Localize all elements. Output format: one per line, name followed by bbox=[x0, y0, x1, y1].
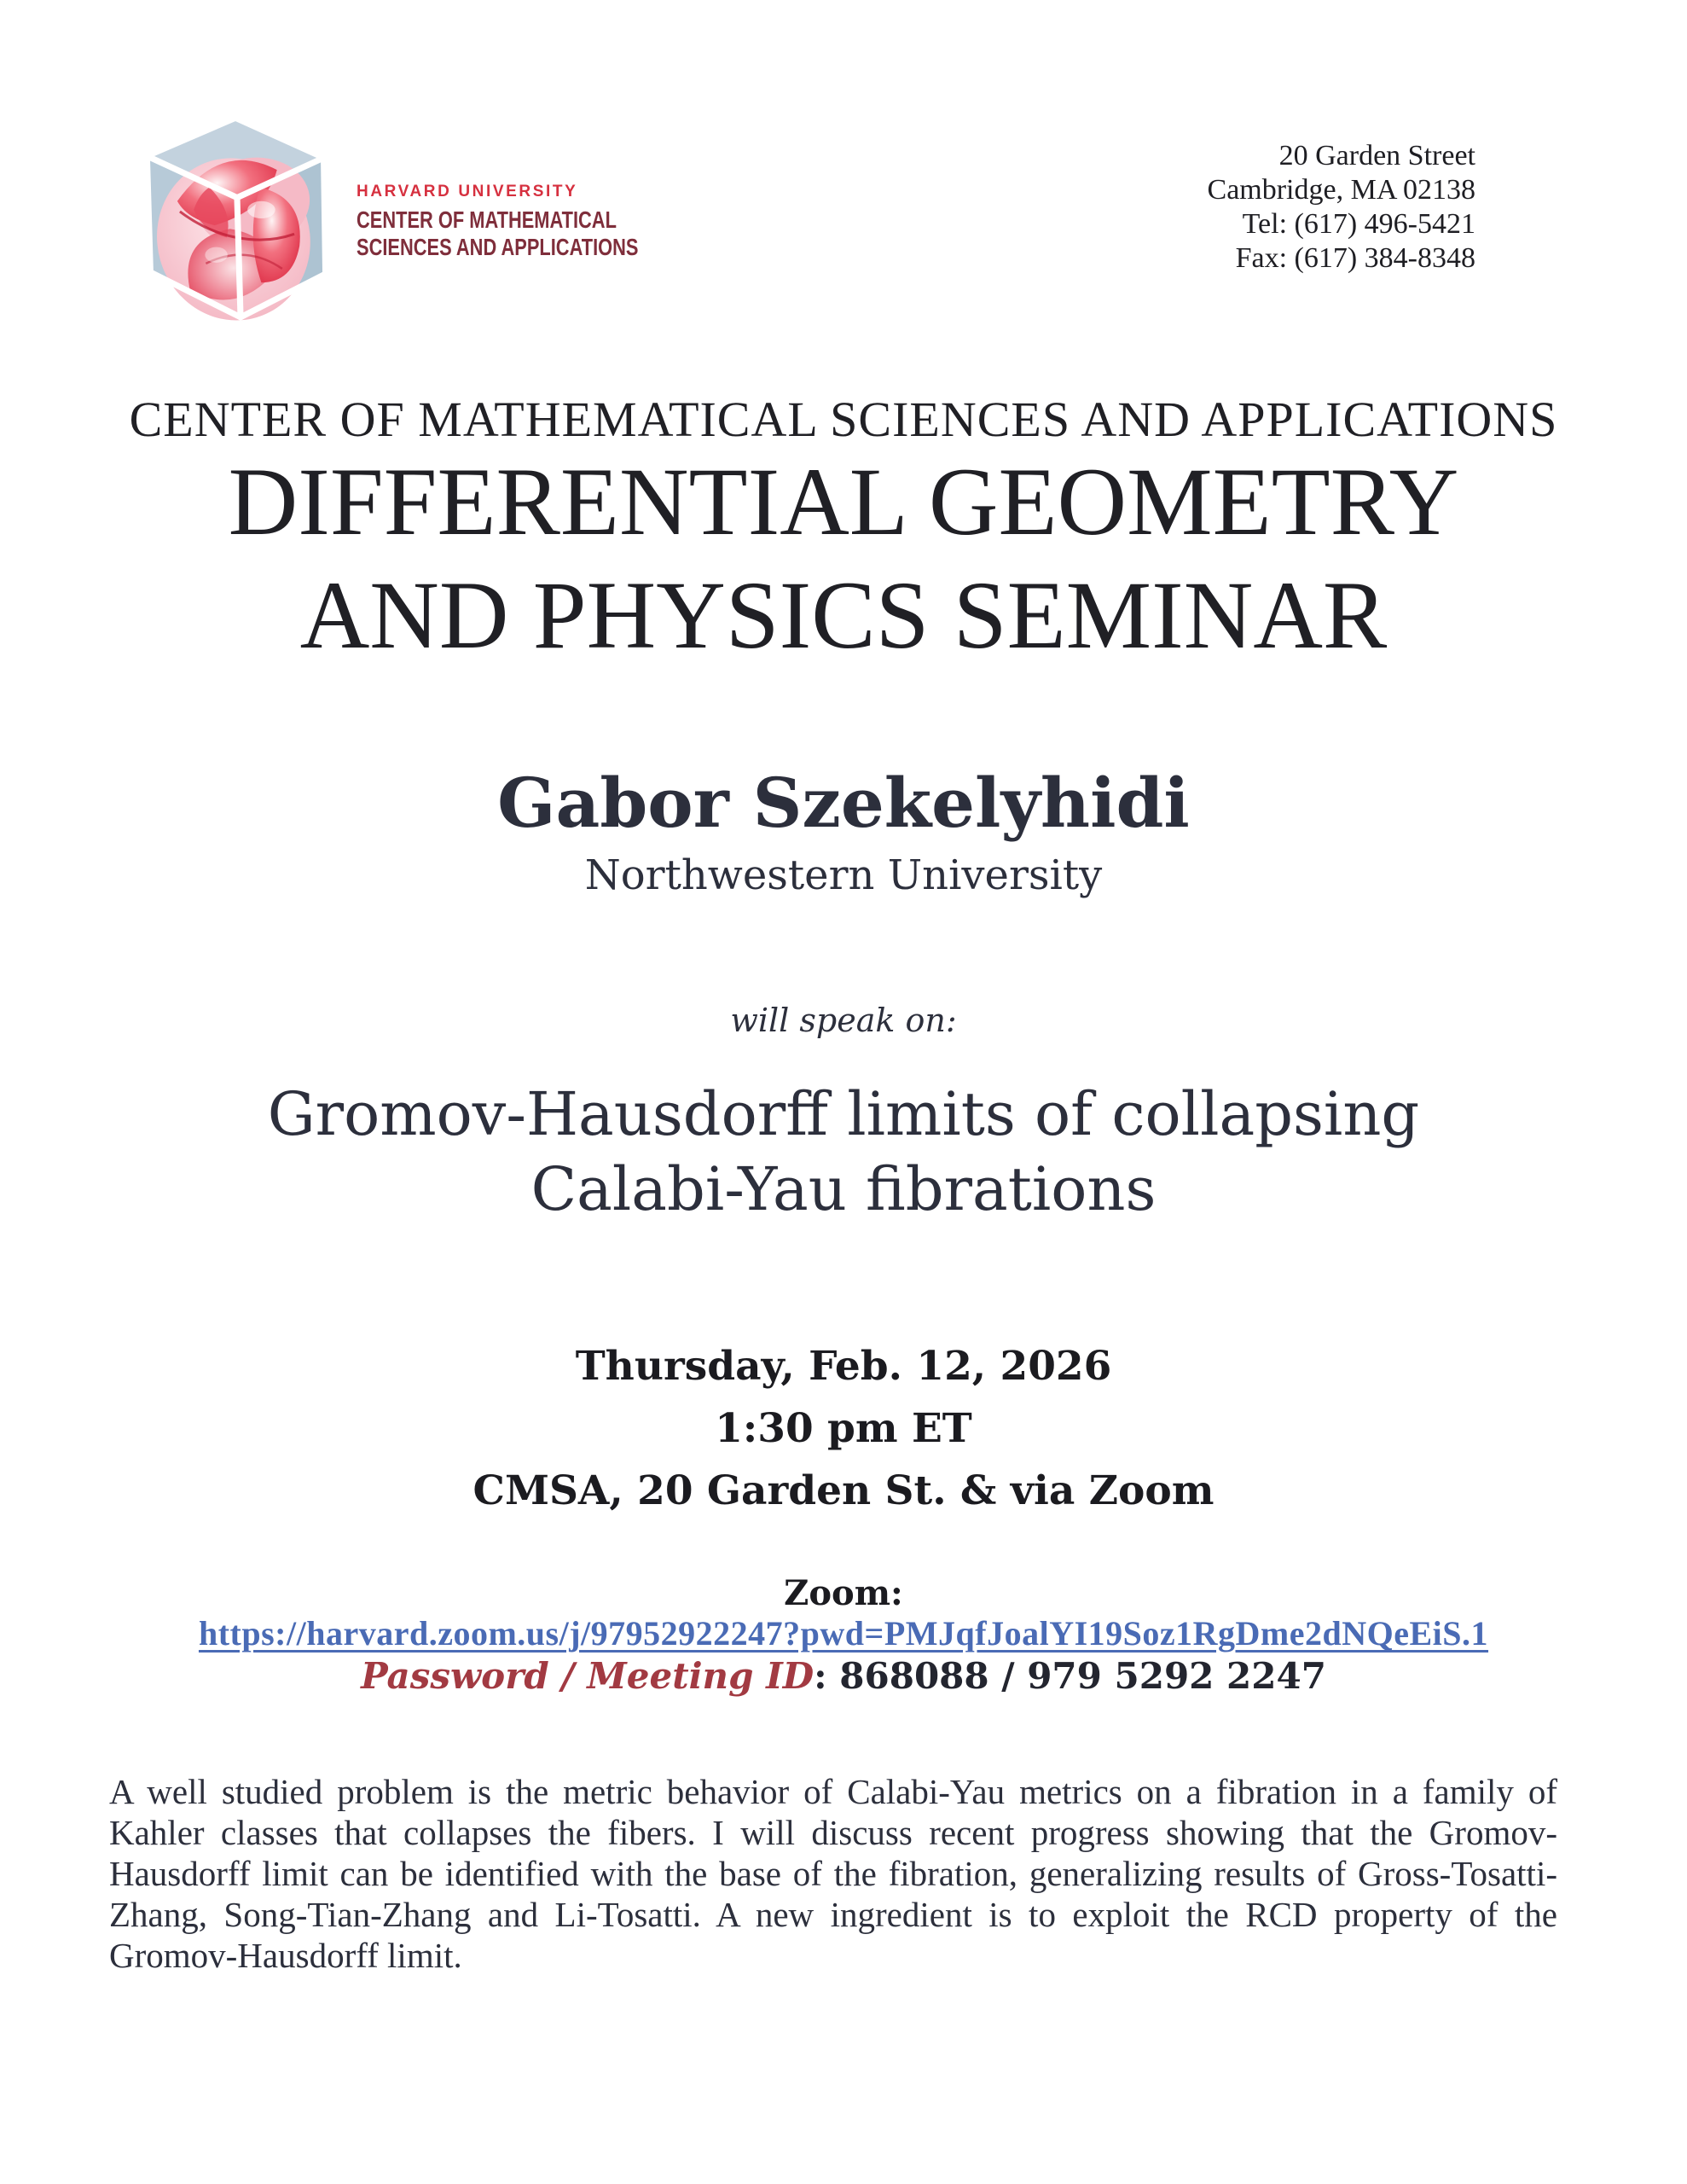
event-date: Thursday, Feb. 12, 2026 bbox=[575, 1343, 1112, 1390]
password-meeting-id-label: Password / Meeting ID bbox=[361, 1655, 815, 1697]
org-title: CENTER OF MATHEMATICAL SCIENCES AND APPLICATIONS bbox=[129, 392, 1558, 447]
talk-abstract: A well studied problem is the metric behavior of Calabi-Yau metrics on a fibration in a family of Kahler classes that collapses the fibers. I will discuss recent progress showing that the Gromov-Hausdorff limit can be identified with the base of the fibration, generalizing results of Gross-Tosatti-Zhang, Song-Tian-Zhang and Li-Tosatti. A new ingredient is to exploit the RCD property of the Gromov-Hausdorff limit. bbox=[109, 1772, 1557, 1975]
logo-center-line-2: SCIENCES AND APPLICATIONS bbox=[357, 234, 639, 260]
zoom-label: Zoom: bbox=[784, 1573, 903, 1613]
contact-city: Cambridge, MA 02138 bbox=[1207, 174, 1475, 206]
speaker-affiliation: Northwestern University bbox=[584, 851, 1103, 899]
talk-title bbox=[0, 1077, 1687, 1227]
logo-university-name: HARVARD UNIVERSITY bbox=[357, 183, 578, 200]
seminar-title-line-2: AND PHYSICS SEMINAR bbox=[299, 562, 1388, 669]
contact-tel: Tel: (617) 496-5421 bbox=[1242, 208, 1475, 240]
event-location: CMSA, 20 Garden St. & via Zoom bbox=[472, 1467, 1215, 1514]
cmsa-cube-logo-icon bbox=[128, 107, 348, 324]
seminar-title-line-1: DIFFERENTIAL GEOMETRY bbox=[228, 449, 1459, 555]
lead-in-text: will speak on: bbox=[730, 1002, 957, 1039]
contact-block bbox=[1208, 139, 1475, 276]
speaker-name: Gabor Szekelyhidi bbox=[497, 763, 1190, 843]
event-time: 1:30 pm ET bbox=[715, 1405, 972, 1452]
contact-street: 20 Garden Street bbox=[1278, 140, 1475, 171]
seminar-title bbox=[0, 445, 1687, 672]
password-meeting-id-value: : 868088 / 979 5292 2247 bbox=[814, 1655, 1326, 1697]
logo-center-line-1: CENTER OF MATHEMATICAL bbox=[357, 206, 617, 233]
talk-title-line-1: Gromov-Hausdorff limits of collapsing bbox=[267, 1079, 1420, 1149]
zoom-meeting-link[interactable]: https://harvard.zoom.us/j/97952922247?pwd=PMJqfJoalYI19Soz1RgDme2dNQeEiS.1 bbox=[198, 1614, 1489, 1653]
talk-title-line-2: Calabi-Yau fibrations bbox=[530, 1154, 1157, 1224]
event-details bbox=[0, 1335, 1687, 1522]
contact-fax: Fax: (617) 384-8348 bbox=[1235, 242, 1475, 274]
cmsa-logo-wordmark bbox=[357, 183, 718, 261]
zoom-credentials bbox=[0, 1655, 1687, 1697]
